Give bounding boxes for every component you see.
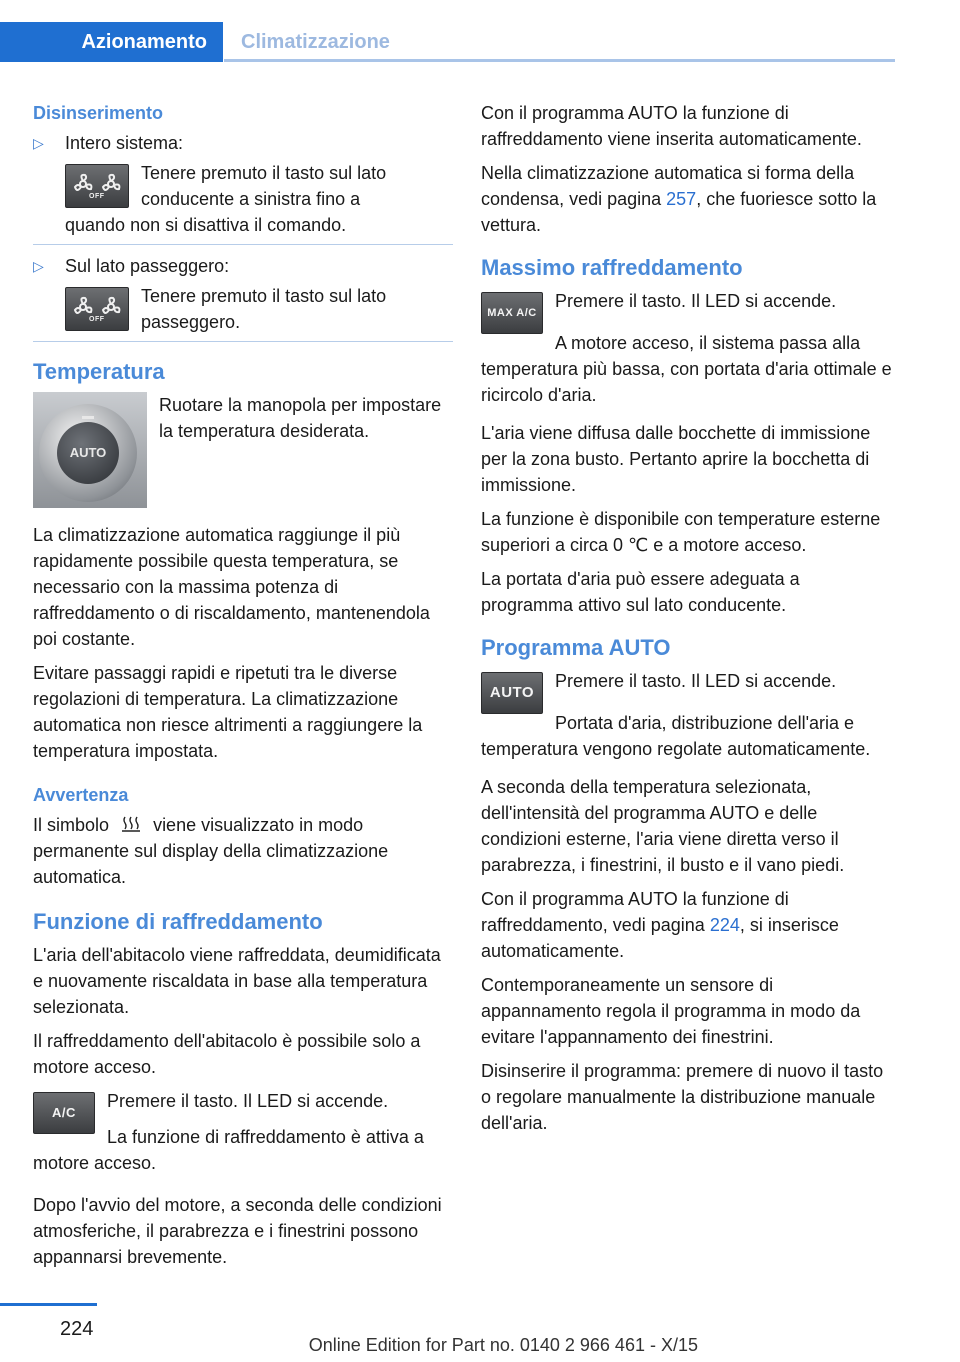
text-span: , che fuoriesce sotto la vettura. [481,189,877,235]
page-number: 224 [60,1318,94,1340]
heading-funzione-raffreddamento: Funzione di raffreddamento [33,909,323,934]
header-bar [0,0,895,62]
auto-button-icon: AUTO [481,672,543,714]
paragraph: A seconda della temperatura selezionata, dell'intensità del programma AUTO e delle condizioni esterne, l'aria viene diretta verso il parabrezza, i finestrini, il busto e il vano piedi. [481,777,845,875]
bullet-item-lato-passeggero [33,253,453,342]
paragraph: Il raffreddamento dell'abitacolo è possibile solo a motore acceso. [33,1031,421,1077]
text-span: Nella climatizzazione automatica si forma della condensa, vedi pagina [481,163,855,209]
heading-programma-auto: Programma AUTO [481,635,671,660]
fan-off-icon [69,294,125,324]
paragraph: Premere il tasto. Il LED si accende. [107,1091,389,1111]
avvertenza-pre: Il simbolo [33,815,110,835]
right-column [481,100,896,1144]
paragraph: L'aria viene diffusa dalle bocchette di immissione per la zona busto. Pertanto aprire la bocchetta di immissione. [481,423,871,495]
paragraph: Premere il tasto. Il LED si accende. [555,671,837,691]
fan-off-icon [69,171,125,201]
temperature-knob-image [33,392,147,508]
paragraph: L'aria dell'abitacolo viene raffreddata, deumidificata e nuovamente riscaldata in base alla temperatura selezionata. [33,945,441,1017]
ac-button-icon: A/C [33,1092,95,1134]
left-column [33,100,453,1278]
paragraph: Contemporaneamente un sensore di appannamento regola il programma in modo da evitare l'appannamento dei finestrini. [481,975,861,1047]
paragraph: A motore acceso, il sistema passa alla temperatura più bassa, con portata d'aria ottimale e ricircolo d'aria. [481,333,892,405]
paragraph: Premere il tasto. Il LED si accende. [555,291,837,311]
bullet-text-cont: quando non si disattiva il comando. [65,215,347,235]
bullet-label: Sul lato passeggero: [65,256,230,276]
paragraph: Dopo l'avvio del motore, a seconda delle condizioni atmosferiche, il parabrezza e i finestrini possono appannarsi brevemente. [33,1195,442,1267]
page-link-257[interactable]: 257 [666,189,697,209]
section-tab-climatizzazione: Climatizzazione [241,30,390,53]
knob-auto-label: AUTO [57,422,119,484]
heading-avvertenza: Avvertenza [33,785,129,805]
fan-off-button-icon [65,287,129,331]
minus-icon [82,416,94,419]
heading-disinserimento: Disinserimento [33,103,164,123]
paragraph-auto-raffreddamento [481,886,896,964]
paragraph: Evitare passaggi rapidi e ripetuti tra le diverse regolazioni di temperatura. La climatizzazione automatica non riesce altrimenti a raggiungere la temperatura impostata. [33,663,423,761]
bullet-label: Intero sistema: [65,133,184,153]
avvertenza-post: viene visualizzato in modo permanente sul display della climatizzazione automatica. [33,815,389,887]
paragraph: La climatizzazione automatica raggiunge il più rapidamente possibile questa temperatura, se necessario con la massima potenza di raffreddamento o di riscaldamento, mantenendola poi costante. [33,525,430,649]
avvertenza-paragraph [33,812,453,890]
fan-off-button-icon [65,164,129,208]
temperatura-intro: Ruotare la manopola per impostare la temperatura desiderata. [159,395,442,441]
paragraph: La funzione è disponibile con temperature esterne superiori a circa 0 ℃ e a motore acceso. [481,509,881,555]
paragraph: La funzione di raffreddamento è attiva a motore acceso. [33,1127,424,1173]
paragraph: Con il programma AUTO la funzione di raffreddamento viene inserita automaticamente. [481,103,862,149]
bullet-item-intero-sistema [33,130,453,245]
heading-temperatura: Temperatura [33,359,165,384]
condensation-icon [118,815,144,833]
bullet-text: Tenere premuto il tasto sul lato conducente a sinistra fino a [141,163,387,209]
text-span: , si inserisce automaticamente. [481,915,839,961]
triangle-bullet-icon: ▷ [33,258,44,274]
edition-note: Online Edition for Part no. 0140 2 966 461 - X/15 [308,1335,698,1355]
page-link-224[interactable]: 224 [709,915,740,935]
paragraph-condensa [481,160,896,238]
svg-text:OFF: OFF [89,193,105,200]
triangle-bullet-icon: ▷ [33,135,44,151]
section-tab-azionamento: Azionamento [0,22,223,62]
paragraph: Portata d'aria, distribuzione dell'aria e temperatura vengono regolate automaticamente. [481,713,871,759]
paragraph: La portata d'aria può essere adeguata a programma attivo sul lato conducente. [481,569,800,615]
bullet-text: Tenere premuto il tasto sul lato passeggero. [141,286,387,332]
header-divider [224,59,895,62]
temperature-knob-row [33,392,453,508]
svg-text:OFF: OFF [89,316,105,323]
text-span: Con il programma AUTO la funzione di raffreddamento, vedi pagina [481,889,789,935]
paragraph: Disinserire il programma: premere di nuovo il tasto o regolare manualmente la distribuzione manuale dell'aria. [481,1061,884,1133]
heading-massimo-raffreddamento: Massimo raffreddamento [481,255,743,280]
footer-divider [0,1303,97,1306]
max-ac-button-icon: MAX A/C [481,292,543,334]
